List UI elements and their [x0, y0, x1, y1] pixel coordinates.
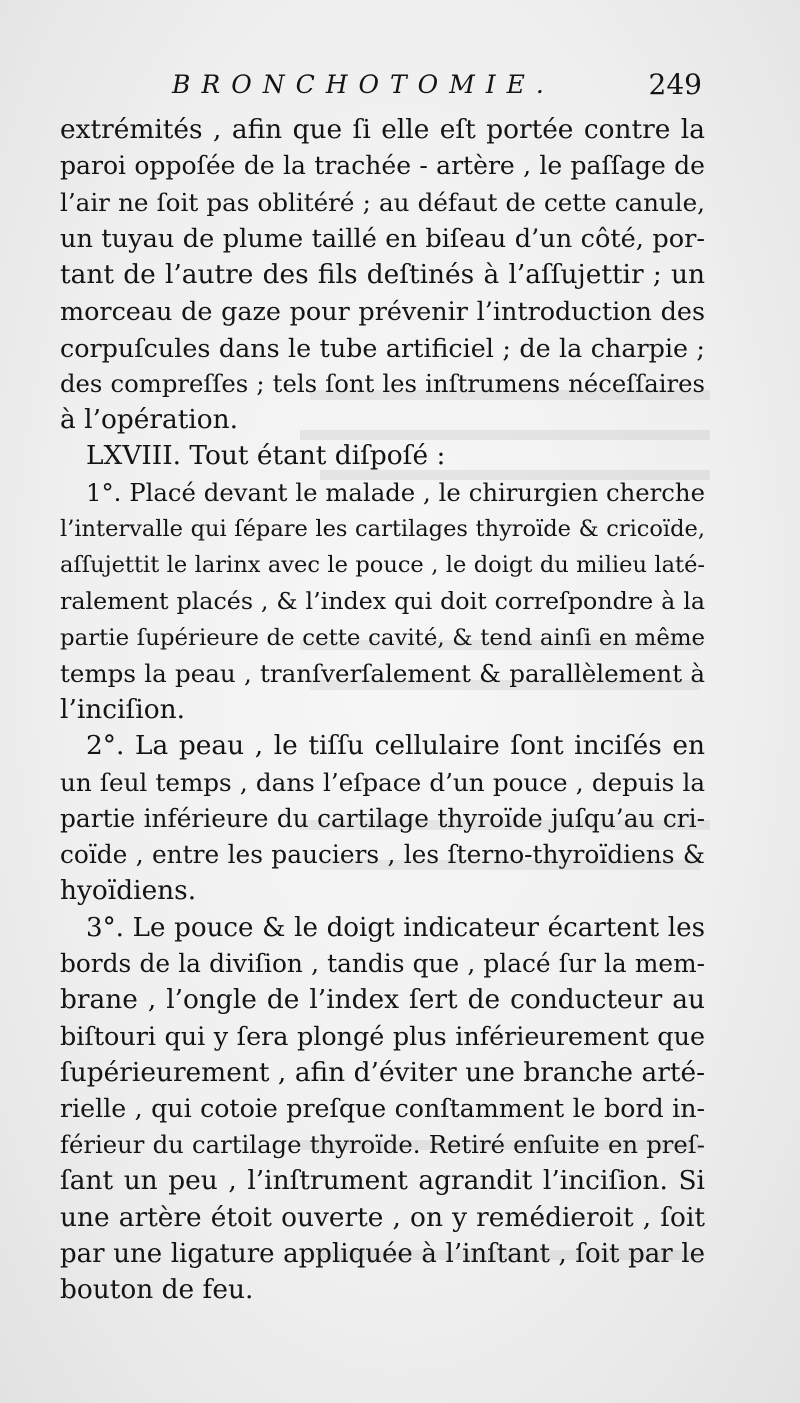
text-line: bords de la diviſion , tandis que , placé ſur la mem- [60, 948, 705, 978]
text-line: un ſeul temps , dans l’eſpace d’un pouce , depuis la [60, 767, 705, 797]
section-heading-lxviii: LXVIII. Tout étant diſpoſé : [86, 440, 446, 472]
text-line: partie inférieure du cartilage thyroïde juſqu’au cri- [60, 803, 705, 833]
text-line: 1°. Placé devant le malade , le chirurgien cherche [86, 477, 705, 507]
text-line: temps la peau , tranſverſalement & parallèlement à [60, 658, 705, 688]
text-line: 3°. Le pouce & le doigt indicateur écartent les [86, 912, 705, 943]
text-line: brane , l’ongle de l’index ſert de conducteur au [60, 984, 705, 1015]
text-line: hyoïdiens. [60, 875, 197, 907]
text-line: un tuyau de plume taillé en biſeau d’un côté, por- [60, 223, 705, 254]
text-line: à l’opération. [60, 404, 239, 435]
text-line: ſant un peu , l’inſtrument agrandit l’inciſion. Si [60, 1165, 705, 1197]
text-line: paroi oppoſée de la trachée - artère , le paſſage de [60, 151, 705, 181]
text-line: l’air ne ſoit pas oblitéré ; au défaut de cette canule, [60, 187, 705, 217]
text-line: férieur du cartilage thyroïde. Retiré enſuite en preſ- [60, 1130, 705, 1159]
text-line: corpuſcules dans le tube artificiel ; de la charpie ; [60, 332, 705, 363]
text-line: bouton de feu. [60, 1274, 254, 1305]
body-text [60, 112, 705, 1308]
text-line: tant de l’autre des fils deſtinés à l’aſſujettir ; un [60, 259, 705, 290]
text-line: partie ſupérieure de cette cavité, & tend ainſi en même [60, 624, 705, 651]
page-number: 249 [648, 68, 702, 101]
text-line: 2°. La peau , le tiſſu cellulaire ſont inciſés en [86, 730, 705, 762]
text-line: des compreſſes ; tels ſont les inſtrumens néceſſaires [60, 368, 705, 398]
text-line: par une ligature appliquée à l’inſtant , ſoit par le [60, 1238, 705, 1269]
text-line: morceau de gaze pour prévenir l’introduction des [60, 296, 705, 327]
text-line: coïde , entre les pauciers , les ſterno-thyroïdiens & [60, 840, 705, 869]
text-line: ſupérieurement , afin d’éviter une branche arté- [60, 1056, 705, 1088]
text-line: rielle , qui cotoie preſque conſtamment le bord in- [60, 1093, 705, 1123]
text-line: une artère étoit ouverte , on y remédieroit , ſoit [60, 1201, 705, 1233]
text-line: l’inciſion. [60, 694, 185, 725]
text-line: biſtouri qui y ſera plongé plus inférieurement que [60, 1021, 705, 1052]
text-line: extrémités , afin que ſi elle eſt portée contre la [60, 114, 705, 145]
page-header [60, 66, 710, 110]
running-title: BRONCHOTOMIE. [172, 70, 555, 99]
text-line: ralement placés , & l’index qui doit correſpondre à la [60, 587, 705, 616]
text-line: l’intervalle qui ſépare les cartilages thyroïde & cricoïde, [60, 515, 705, 542]
text-line: aſſujettit le larinx avec le pouce , le doigt du milieu laté- [60, 552, 705, 578]
